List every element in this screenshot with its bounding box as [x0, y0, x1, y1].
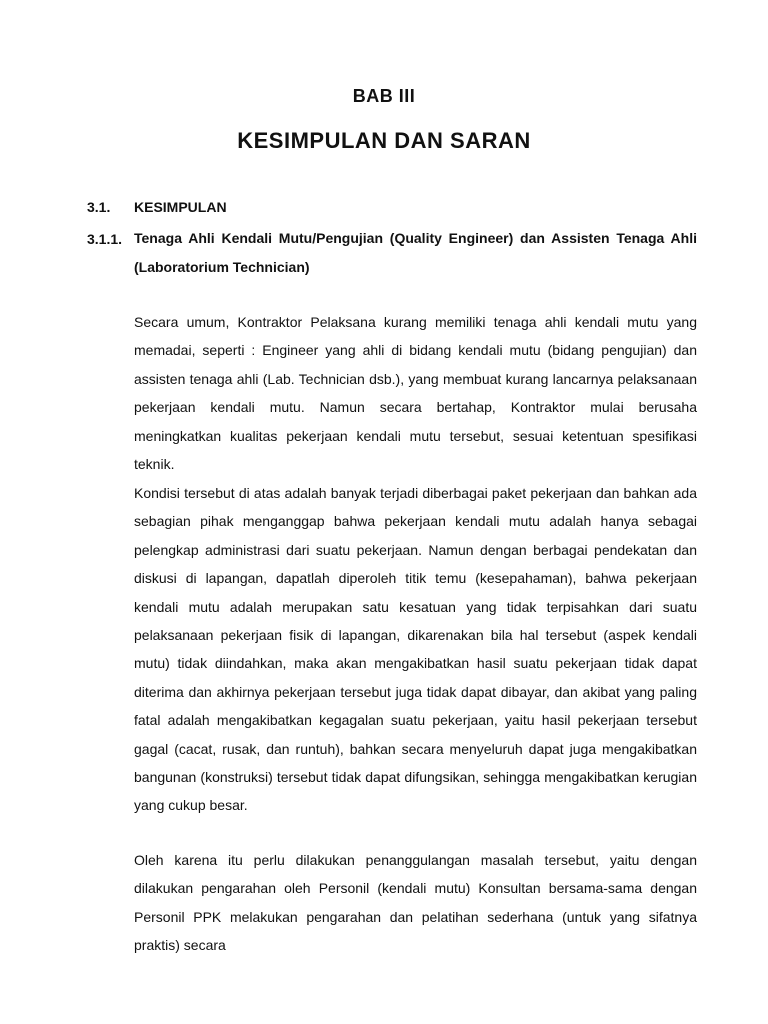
- subsection-number: 3.1.1.: [87, 231, 123, 247]
- section-title: KESIMPULAN: [134, 199, 227, 215]
- section-number: 3.1.: [87, 199, 111, 215]
- paragraph-1: Secara umum, Kontraktor Pelaksana kurang memiliki tenaga ahli kendali mutu yang memadai, seperti : Engineer yang ahli di bidang kendali mutu (bidang pengujian) dan assisten tenaga ahli (Lab. Technician dsb.), yang membuat kurang lancarnya pelaksanaan pekerjaan kendali mutu. Namun secara bertahap, Kontraktor mulai berusaha meningkatkan kualitas pekerjaan kendali mutu tersebut, sesuai ketentuan spesifikasi teknik.: [134, 314, 697, 473]
- chapter-title: KESIMPULAN DAN SARAN: [237, 128, 531, 153]
- chapter-number: BAB III: [352, 86, 416, 106]
- paragraph-3: Oleh karena itu perlu dilakukan penanggulangan masalah tersebut, yaitu dengan dilakukan pengarahan oleh Personil (kendali mutu) Konsultan bersama-sama dengan Personil PPK melakukan pengarahan dan pelatihan sederhana (untuk yang sifatnya praktis) secara: [134, 852, 697, 954]
- subsection-title: Tenaga Ahli Kendali Mutu/Pengujian (Quality Engineer) dan Assisten Tenaga Ahli (Laboratorium Technician): [134, 230, 697, 275]
- paragraph-2: Kondisi tersebut di atas adalah banyak terjadi diberbagai paket pekerjaan dan bahkan ada sebagian pihak menganggap bahwa pekerjaan kendali mutu adalah hanya sebagai pelengkap administrasi dari suatu pekerjaan. Namun dengan berbagai pendekatan dan diskusi di lapangan, dapatlah diperoleh titik temu (kesepahaman), bahwa pekerjaan kendali mutu adalah merupakan satu kesatuan yang tidak terpisahkan dari suatu pelaksanaan pekerjaan fisik di lapangan, dikarenakan bila hal tersebut (aspek kendali mutu) tidak diindahkan, maka akan mengakibatkan hasil suatu pekerjaan tidak dapat diterima dan akhirnya pekerjaan tersebut juga tidak dapat dibayar, dan akibat yang paling fatal adalah mengakibatkan kegagalan suatu pekerjaan, yaitu hasil pekerjaan tersebut gagal (cacat, rusak, dan runtuh), bahkan secara menyeluruh dapat juga mengakibatkan bangunan (konstruksi) tersebut tidak dapat difungsikan, sehingga mengakibatkan kerugian yang cukup besar.: [134, 485, 697, 814]
